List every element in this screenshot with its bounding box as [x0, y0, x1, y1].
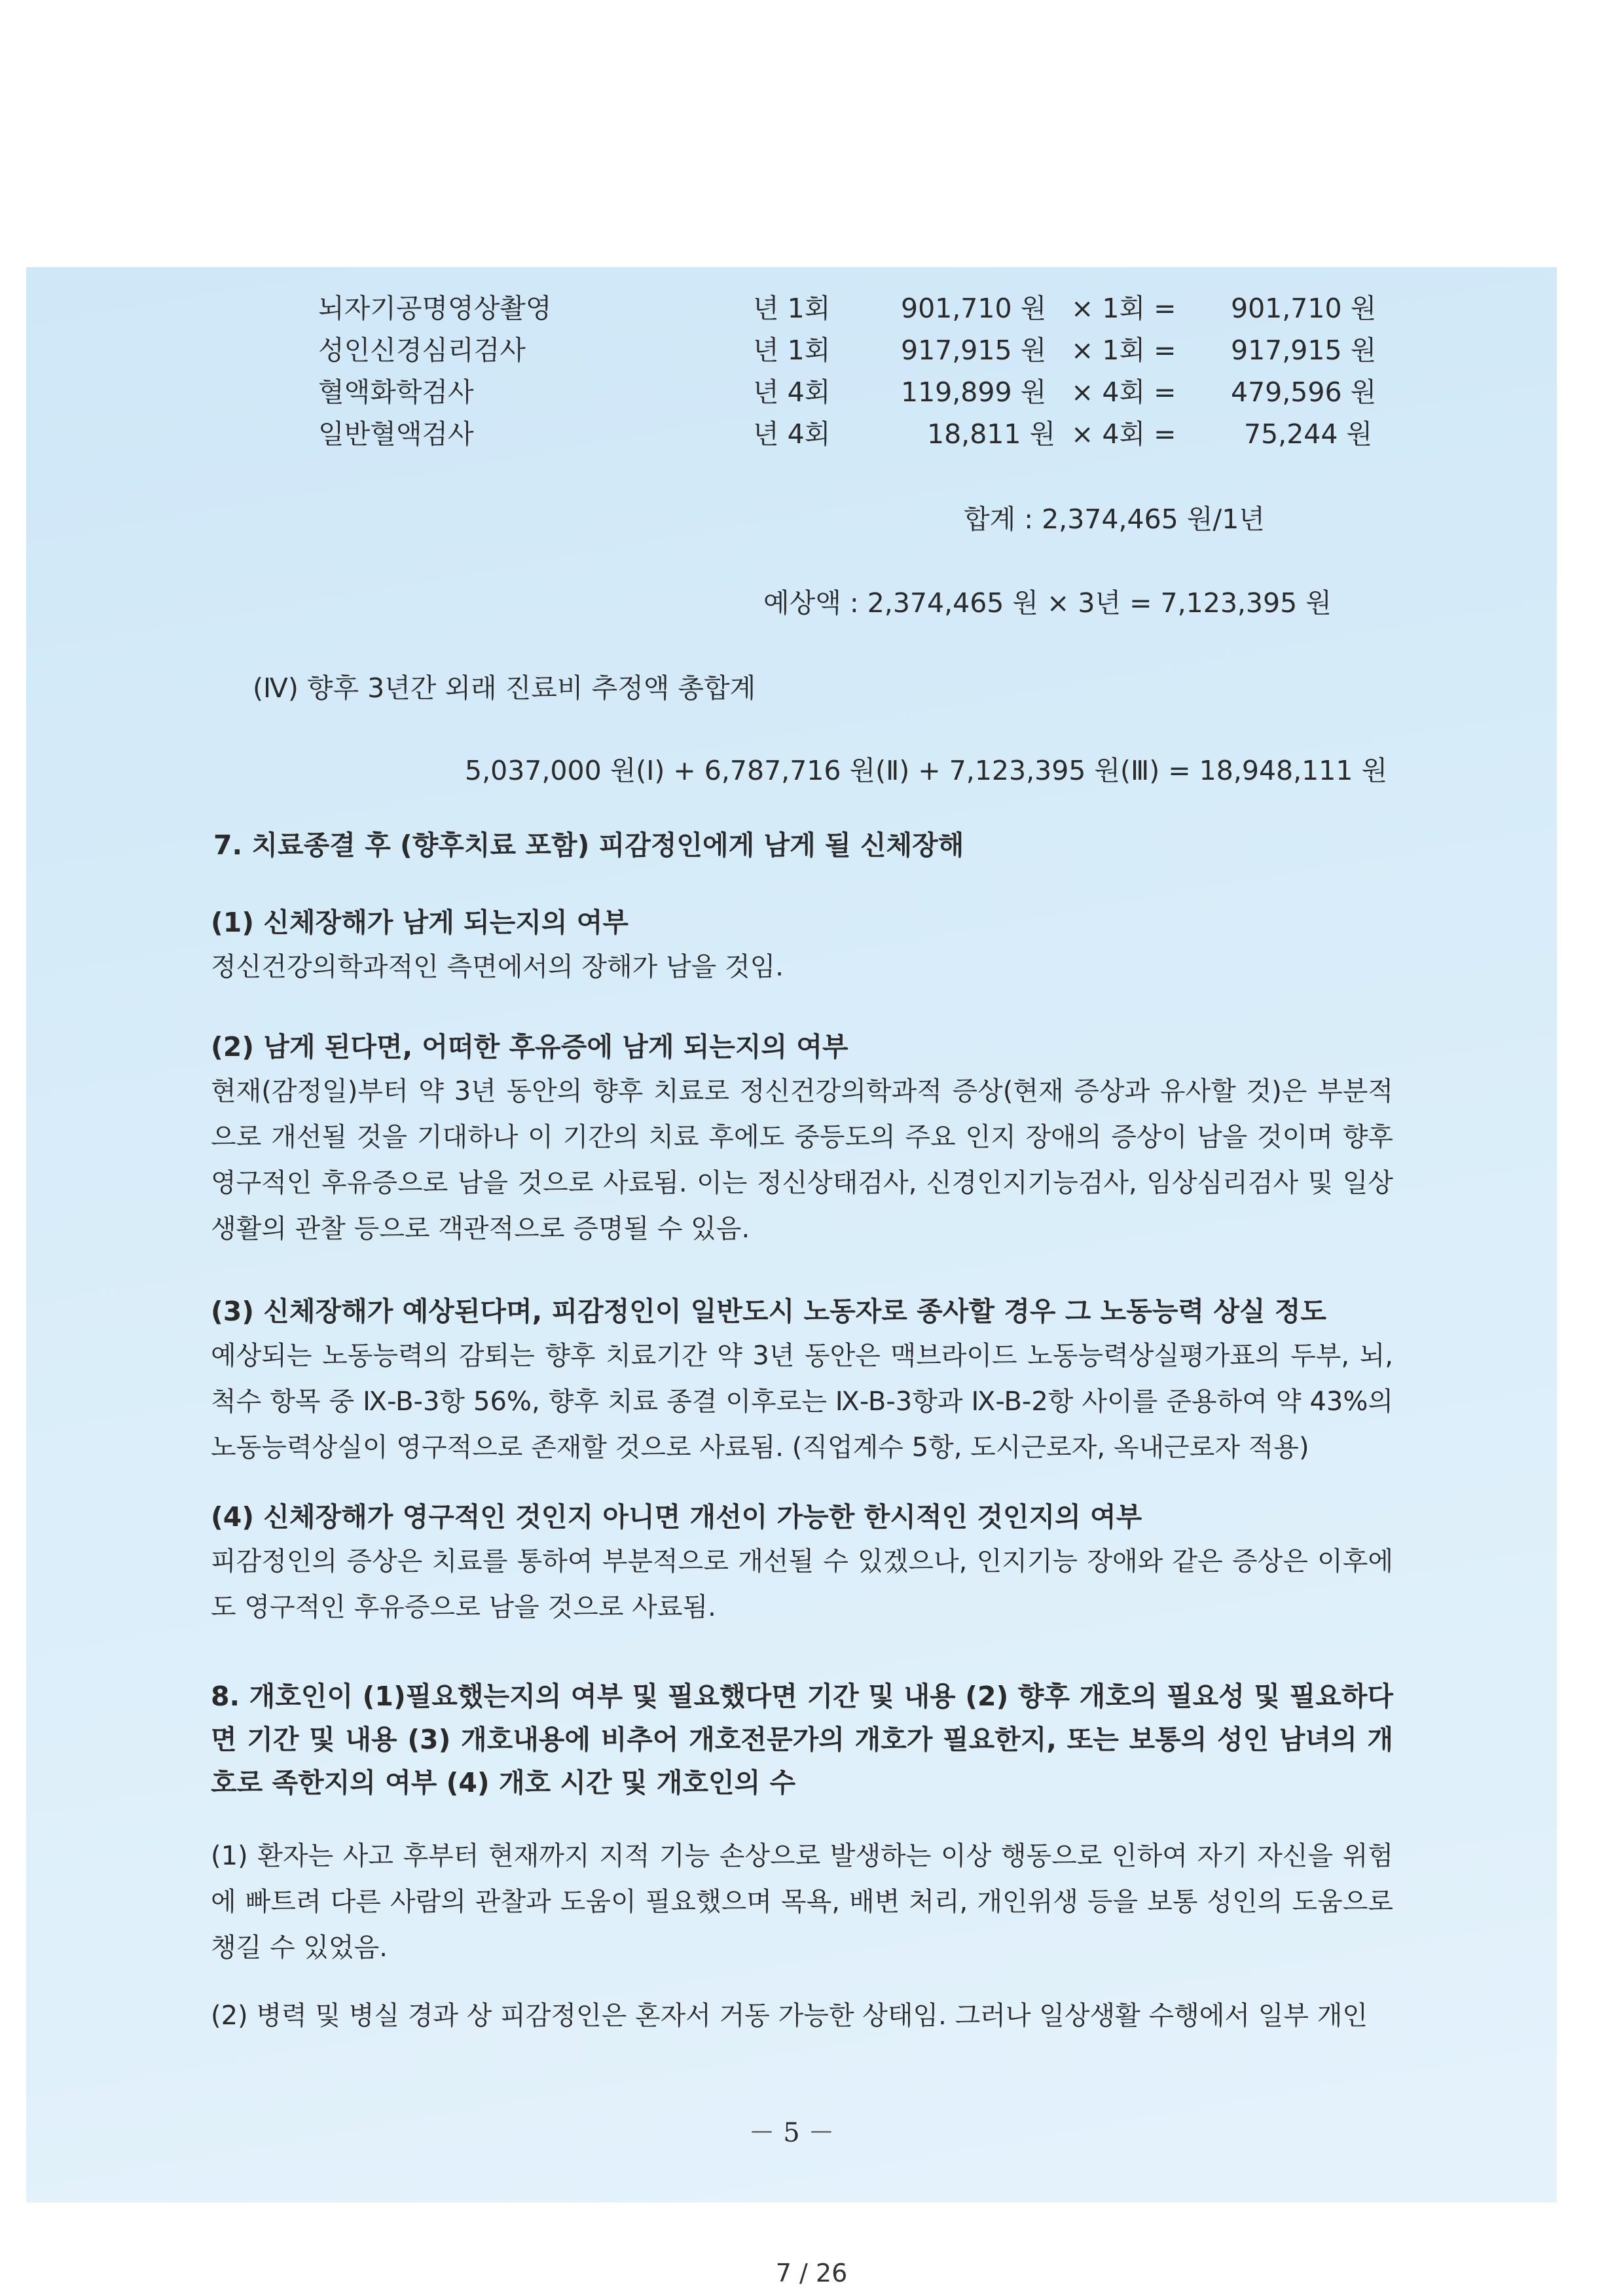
exam-name: 뇌자기공명영상촬영	[318, 293, 552, 324]
table-row: 뇌자기공명영상촬영 년 1회 901,710 원 × 1회 = 901,710 원	[318, 287, 1418, 329]
paragraph-text: (1) 환자는 사고 후부터 현재까지 지적 기능 손상으로 발생하는 이상 행동으로 인하여 자기 자신을 위험에 빠트려 다른 사람의 관찰과 도움이 필요했으며 목욕, 배변 처리, 개인위생 등을 보통 성인의 도움으로 챙길 수 있었음.	[211, 1841, 1393, 1963]
section-7-item-2	[211, 1025, 1393, 1252]
section-8-title	[211, 1675, 1393, 1804]
section-8-para-1	[211, 1833, 1393, 1971]
item-body: 현재(감정일)부터 약 3년 동안의 향후 치료로 정신건강의학과적 증상(현재 증상과 유사할 것)은 부분적으로 개선될 것을 기대하나 이 기간의 치료 후에도 중등도의 주요 인지 장애의 증상이 남을 것이며 향후 영구적인 후유증으로 남을 것으로 사료됨. 이는 정신상태검사, 신경인지기능검사, 임상심리검사 및 일상생활의 관찰 등으로 객관적으로 증명될 수 있음.	[211, 1076, 1393, 1244]
item-heading: (3) 신체장해가 예상된다며, 피감정인이 일반도시 노동자로 종사할 경우 그 노동능력 상실 정도	[211, 1296, 1327, 1327]
section-8-para-2	[211, 1993, 1393, 2039]
section-7-item-3	[211, 1290, 1393, 1470]
estimate-line: 예상액 : 2,374,465 원 × 3년 = 7,123,395 원	[763, 587, 1332, 619]
table-row: 일반혈액검사 년 4회 18,811 원 × 4회 = 75,244 원	[318, 412, 1418, 454]
item-body: 예상되는 노동능력의 감퇴는 향후 치료기간 약 3년 동안은 맥브라이드 노동능력상실평가표의 두부, 뇌, 척수 항목 중 Ⅸ-B-3항 56%, 향후 치료 종결 이후로는 Ⅸ-B-3항과 Ⅸ-B-2항 사이를 준용하여 약 43%의 노동능력상실이 영구적으로 존재할 것으로 사료됨. (직업계수 5항, 도시근로자, 옥내근로자 적용)	[211, 1341, 1393, 1463]
item-body: 피감정인의 증상은 치료를 통하여 부분적으로 개선될 수 있겠으나, 인지기능 장애와 같은 증상은 이후에도 영구적인 후유증으로 남을 것으로 사료됨.	[211, 1546, 1393, 1622]
exam-total: 75,244 원	[1244, 418, 1373, 450]
section-8-heading: 8. 개호인이 (1)필요했는지의 여부 및 필요했다면 기간 및 내용 (2) 향후 개호의 필요성 및 필요하다면 기간 및 내용 (3) 개호내용에 비추어 개호전문가의 개호가 필요한지, 또는 보통의 성인 남녀의 개호로 족한지의 여부 (4) 개호 시간 및 개호인의 수	[211, 1681, 1393, 1798]
exam-frequency: 년 4회	[753, 376, 831, 408]
paragraph-text: (2) 병력 및 병실 경과 상 피감정인은 혼자서 거동 가능한 상태임. 그러나 일상생활 수행에서 일부 개인	[211, 2001, 1368, 2031]
table-row: 성인신경심리검사 년 1회 917,915 원 × 1회 = 917,915 원	[318, 329, 1418, 371]
exam-total: 901,710 원	[1231, 293, 1377, 324]
section-7-title: 7. 치료종결 후 (향후치료 포함) 피감정인에게 남게 될 신체장해	[213, 829, 964, 861]
section-7-item-1	[211, 901, 1393, 990]
section-7-item-4	[211, 1495, 1393, 1630]
page-number: － 5 －	[748, 2118, 835, 2148]
scanned-page	[26, 267, 1557, 2202]
item-heading: (1) 신체장해가 남게 되는지의 여부	[211, 907, 629, 938]
table-row: 혈액화학검사 년 4회 119,899 원 × 4회 = 479,596 원	[318, 371, 1418, 412]
subtotal-line: 합계 : 2,374,465 원/1년	[964, 503, 1265, 535]
exam-multiplier: × 1회 =	[1071, 293, 1176, 324]
exam-multiplier: × 4회 =	[1071, 418, 1176, 450]
exam-name: 성인신경심리검사	[318, 335, 526, 366]
exam-cost-table	[318, 287, 1418, 454]
exam-multiplier: × 4회 =	[1071, 376, 1176, 408]
item-heading: (2) 남게 된다면, 어떠한 후유증에 남게 되는지의 여부	[211, 1031, 848, 1063]
exam-multiplier: × 1회 =	[1071, 335, 1176, 366]
exam-frequency: 년 1회	[753, 293, 831, 324]
exam-name: 혈액화학검사	[318, 376, 474, 408]
pdf-page-indicator: 7 / 26	[775, 2259, 848, 2287]
exam-total: 479,596 원	[1231, 376, 1377, 408]
section-iv-title: (Ⅳ) 향후 3년간 외래 진료비 추정액 총합계	[253, 672, 756, 704]
item-heading: (4) 신체장해가 영구적인 것인지 아니면 개선이 가능한 한시적인 것인지의 여부	[211, 1501, 1142, 1533]
exam-name: 일반혈액검사	[318, 418, 474, 450]
grand-total-line: 5,037,000 원(Ⅰ) + 6,787,716 원(Ⅱ) + 7,123,395 원(Ⅲ) = 18,948,111 원	[465, 755, 1388, 786]
exam-total: 917,915 원	[1231, 335, 1377, 366]
exam-frequency: 년 4회	[753, 418, 831, 450]
item-body: 정신건강의학과적인 측면에서의 장해가 남을 것임.	[211, 952, 784, 982]
exam-frequency: 년 1회	[753, 335, 831, 366]
